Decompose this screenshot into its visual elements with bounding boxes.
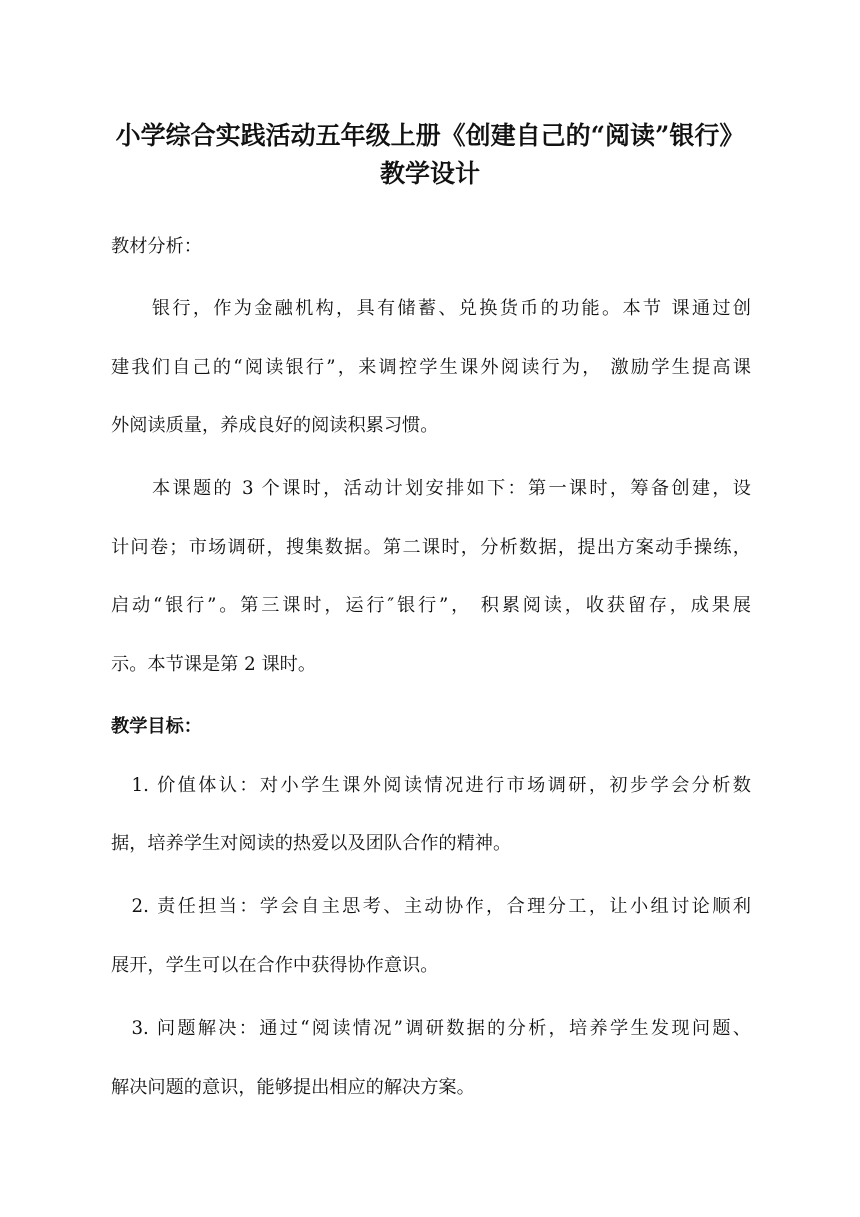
goal-line: 展开，学生可以在合作中获得协作意识。 [111, 955, 439, 976]
document-title-line-2: 教学设计 [379, 159, 480, 188]
paragraph-line: 外阅读质量，养成良好的阅读积累习惯。 [111, 415, 439, 436]
paragraph-line: 银行，作为金融机构，具有储蓄、兑换货币的功能。本节 课通过创 [111, 298, 751, 319]
paragraph-line: 示。本节课是第 2 课时。 [111, 654, 317, 675]
section-heading-material-analysis: 教材分析： [111, 236, 202, 257]
goal-line: 2. 责任担当：学会自主思考、主动协作，合理分工，让小组讨论顺利 [111, 896, 751, 917]
goal-line: 1. 价值体认：对小学生课外阅读情况进行市场调研，初步学会分析数 [111, 775, 751, 796]
paragraph-line: 本课题的 3 个课时，活动计划安排如下：第一课时，筹备创建，设 [111, 478, 751, 499]
goal-line: 据，培养学生对阅读的热爱以及团队合作的精神。 [111, 833, 512, 854]
paragraph-line: 计问卷；市场调研，搜集数据。第二课时，分析数据，提出方案动手操练， [111, 537, 751, 558]
document-title-line-1: 小学综合实践活动五年级上册《创建自己的“阅读”银行》 [115, 121, 745, 150]
goal-line: 解决问题的意识，能够提出相应的解决方案。 [111, 1077, 475, 1098]
section-heading-teaching-goals: 教学目标： [111, 716, 202, 737]
paragraph-line: 启动“银行”。第三课时，运行″银行”， 积累阅读，收获留存，成果展 [111, 595, 751, 616]
goal-line: 3. 问题解决：通过“阅读情况”调研数据的分析，培养学生发现问题、 [111, 1018, 751, 1039]
paragraph-line: 建我们自己的“阅读银行”，来调控学生课外阅读行为， 激励学生提高课 [111, 357, 751, 378]
